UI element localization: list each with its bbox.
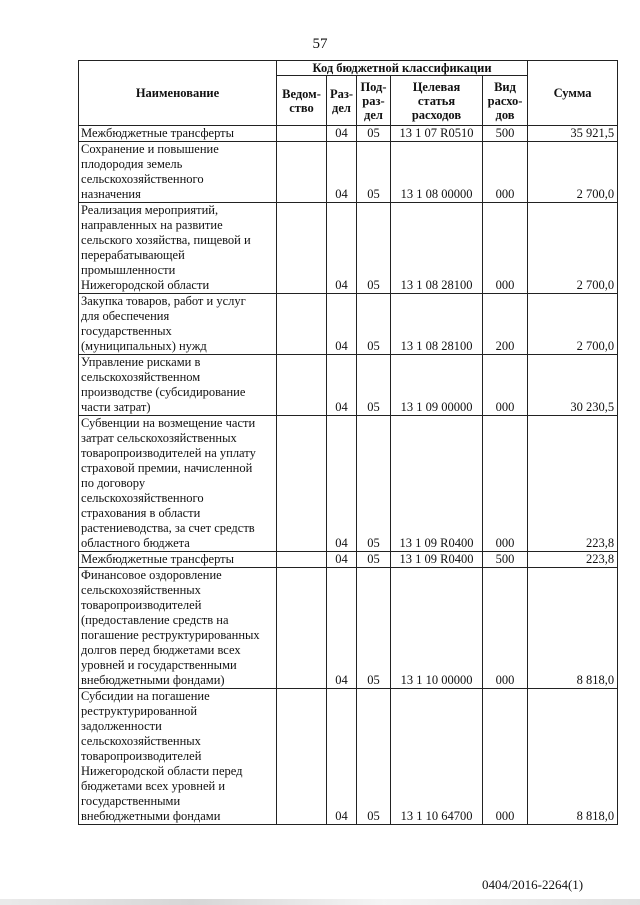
header-vedomstvo: Ведом- ство [277, 76, 327, 126]
row-statya: 13 1 07 R0510 [391, 126, 483, 142]
row-podrazdel: 05 [357, 142, 391, 203]
row-vid: 500 [483, 552, 528, 568]
row-podrazdel: 05 [357, 126, 391, 142]
row-razdel: 04 [327, 355, 357, 416]
row-statya: 13 1 08 28100 [391, 294, 483, 355]
row-summa: 2 700,0 [528, 294, 618, 355]
row-summa: 8 818,0 [528, 568, 618, 689]
row-razdel: 04 [327, 689, 357, 825]
row-statya: 13 1 08 00000 [391, 142, 483, 203]
row-name: Финансовое оздоровление сельскохозяйственных товаропроизводителей (предоставление средств на погашение реструктурированных долгов перед бюджетами всех уровней и государственными внебюджетными фондами) [79, 568, 277, 689]
row-podrazdel: 05 [357, 355, 391, 416]
row-vedomstvo [277, 142, 327, 203]
row-razdel: 04 [327, 142, 357, 203]
row-name: Сохранение и повышение плодородия земель сельскохозяйственного назначения [79, 142, 277, 203]
table-row [79, 355, 618, 416]
row-name: Реализация мероприятий, направленных на развитие сельского хозяйства, пищевой и перерабатывающей промышленности Нижегородской области [79, 203, 277, 294]
header-name: Наименование [79, 61, 277, 126]
row-statya: 13 1 09 R0400 [391, 416, 483, 552]
budget-classification-table [78, 60, 618, 825]
row-statya: 13 1 09 00000 [391, 355, 483, 416]
row-vedomstvo [277, 416, 327, 552]
scan-edge-artifact [0, 899, 640, 905]
document-code: 0404/2016-2264(1) [482, 877, 584, 892]
row-vedomstvo [277, 203, 327, 294]
row-name: Субвенции на возмещение части затрат сельскохозяйственных товаропроизводителей на уплату страховой премии, начисленной по договору сельскохозяйственного страхования в области растениеводства, за счет средств областного бюджета [79, 416, 277, 552]
row-vid: 000 [483, 142, 528, 203]
row-summa: 2 700,0 [528, 142, 618, 203]
row-podrazdel: 05 [357, 689, 391, 825]
row-name: Межбюджетные трансферты [79, 126, 277, 142]
header-podrazdel: Под- раз- дел [357, 76, 391, 126]
table-row [79, 203, 618, 294]
row-summa: 35 921,5 [528, 126, 618, 142]
row-name: Управление рисками в сельскохозяйственном производстве (субсидирование части затрат) [79, 355, 277, 416]
row-vid: 200 [483, 294, 528, 355]
row-vid: 000 [483, 689, 528, 825]
row-vid: 500 [483, 126, 528, 142]
row-statya: 13 1 08 28100 [391, 203, 483, 294]
row-statya: 13 1 09 R0400 [391, 552, 483, 568]
row-razdel: 04 [327, 568, 357, 689]
row-podrazdel: 05 [357, 416, 391, 552]
row-name: Закупка товаров, работ и услуг для обеспечения государственных (муниципальных) нужд [79, 294, 277, 355]
row-razdel: 04 [327, 416, 357, 552]
table-row [79, 568, 618, 689]
row-statya: 13 1 10 64700 [391, 689, 483, 825]
table-row [79, 552, 618, 568]
header-razdel: Раз- дел [327, 76, 357, 126]
row-vid: 000 [483, 568, 528, 689]
table-row [79, 416, 618, 552]
row-summa: 2 700,0 [528, 203, 618, 294]
row-podrazdel: 05 [357, 203, 391, 294]
row-summa: 223,8 [528, 552, 618, 568]
row-podrazdel: 05 [357, 552, 391, 568]
row-summa: 30 230,5 [528, 355, 618, 416]
row-razdel: 04 [327, 294, 357, 355]
row-name: Межбюджетные трансферты [79, 552, 277, 568]
row-podrazdel: 05 [357, 294, 391, 355]
row-name: Субсидии на погашение реструктурированной задолженности сельскохозяйственных товаропроизводителей Нижегородской области перед бюджетами всех уровней и государственными внебюджетными фондами [79, 689, 277, 825]
row-vedomstvo [277, 355, 327, 416]
row-vedomstvo [277, 568, 327, 689]
row-razdel: 04 [327, 203, 357, 294]
row-summa: 8 818,0 [528, 689, 618, 825]
header-statya: Целевая статья расходов [391, 76, 483, 126]
row-vedomstvo [277, 552, 327, 568]
row-podrazdel: 05 [357, 568, 391, 689]
header-vid: Вид расхо- дов [483, 76, 528, 126]
table-row [79, 689, 618, 825]
row-vid: 000 [483, 355, 528, 416]
row-razdel: 04 [327, 552, 357, 568]
row-vedomstvo [277, 689, 327, 825]
row-vid: 000 [483, 416, 528, 552]
table-row [79, 126, 618, 142]
row-statya: 13 1 10 00000 [391, 568, 483, 689]
table-row [79, 294, 618, 355]
header-classification-group: Код бюджетной классификации [277, 61, 528, 76]
row-vedomstvo [277, 294, 327, 355]
row-vid: 000 [483, 203, 528, 294]
row-vedomstvo [277, 126, 327, 142]
table-row [79, 142, 618, 203]
header-summa: Сумма [528, 61, 618, 126]
row-razdel: 04 [327, 126, 357, 142]
page-number: 57 [312, 36, 328, 52]
row-summa: 223,8 [528, 416, 618, 552]
